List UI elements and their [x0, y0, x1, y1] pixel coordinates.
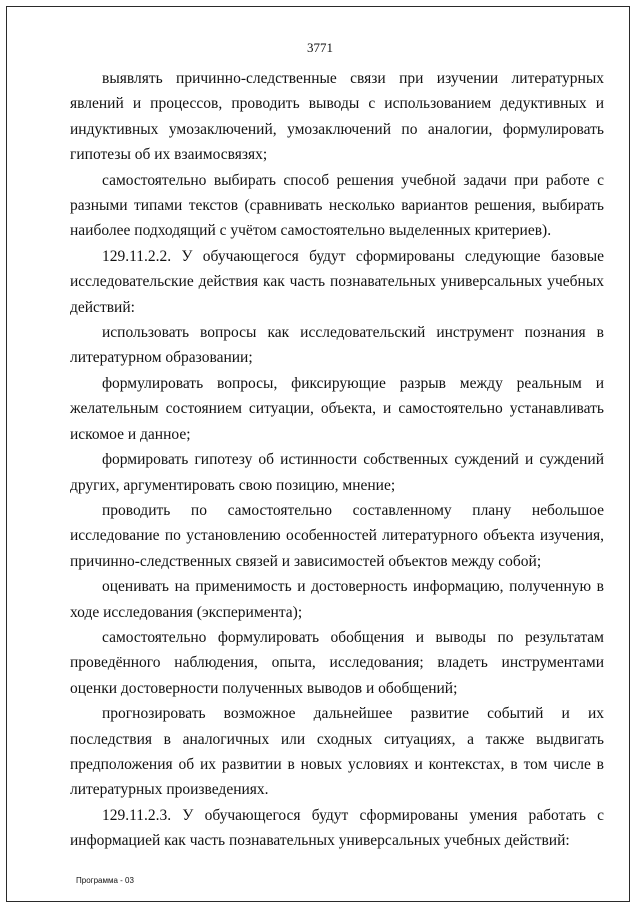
document-body	[70, 66, 604, 854]
paragraph: 129.11.2.3. У обучающегося будут сформированы умения работать с информацией как часть познавательных универсальных учебных действий:	[70, 806, 604, 850]
paragraph: оценивать на применимость и достоверность информацию, полученную в ходе исследования (эксперимента);	[70, 578, 604, 621]
page-number: 3771	[307, 40, 333, 55]
paragraph: выявлять причинно-следственные связи при изучении литературных явлений и процессов, проводить выводы с использованием дедуктивных и индуктивных умозаключений, умозаключений по аналогии, формулировать гипотезы об их взаимосвязях;	[70, 70, 604, 164]
paragraph: прогнозировать возможное дальнейшее развитие событий и их последствия в аналогичных или сходных ситуациях, а также выдвигать предположения об их развитии в новых условиях и контекстах, в том числе в литературных произведениях.	[70, 705, 604, 799]
paragraph: использовать вопросы как исследовательский инструмент познания в литературном образовании;	[70, 324, 604, 367]
footer-note: Программа - 03	[76, 876, 134, 885]
paragraph: самостоятельно выбирать способ решения учебной задачи при работе с разными типами текстов (сравнивать несколько вариантов решения, выбирать наиболее подходящий с учётом самостоятельно выделенных критериев).	[70, 171, 604, 240]
paragraph: самостоятельно формулировать обобщения и выводы по результатам проведённого наблюдения, опыта, исследования; владеть инструментами оценки достоверности полученных выводов и обобщений;	[70, 628, 604, 697]
paragraph: формировать гипотезу об истинности собственных суждений и суждений других, аргументировать свою позицию, мнение;	[70, 451, 604, 494]
paragraph: формулировать вопросы, фиксирующие разрыв между реальным и желательным состоянием ситуации, объекта, и самостоятельно устанавливать искомое и данное;	[70, 374, 604, 443]
paragraph: проводить по самостоятельно составленному плану небольшое исследование по установлению особенностей литературного объекта изучения, причинно-следственных связей и зависимостей объектов между собой;	[70, 501, 604, 570]
paragraph: 129.11.2.2. У обучающегося будут сформированы следующие базовые исследовательские действия как часть познавательных универсальных учебных действий:	[70, 247, 604, 316]
